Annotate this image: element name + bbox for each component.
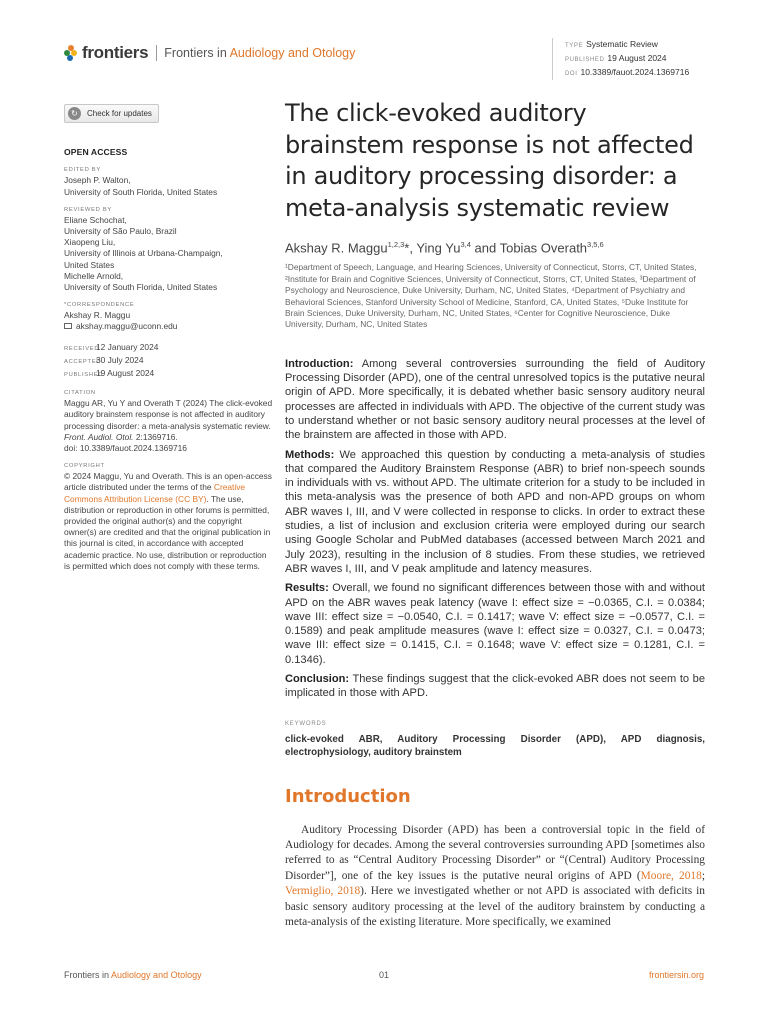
article-meta (552, 38, 689, 80)
footer-site-link[interactable]: frontiersin.org (648, 970, 704, 980)
page-header (64, 39, 704, 77)
abstract-introduction (285, 357, 705, 443)
author-list: Akshay R. Maggu$^{1,2,3}$*, Ying Yu$^{3,4}$ and Tobias Overath$^{3,5,6}$ (285, 240, 604, 256)
section-heading: Introduction (285, 785, 411, 807)
published-date (64, 368, 274, 381)
keywords-label: KEYWORDS (285, 720, 327, 727)
citation-text: Maggu AR, Yu Y and Overath T (2024) The click-evoked auditory brainstem response is not affected in auditory processing disorder: a meta-analysis systematic review. (64, 398, 273, 431)
reviewer-affiliation: University of Illinois at Urbana-Champaign, (64, 248, 223, 259)
author-affiliation-sup: 3,4 (460, 240, 471, 249)
footer-journal-name: Audiology and Otology (111, 970, 202, 980)
page-number: 01 (378, 970, 389, 980)
abstract-intro-label: Introduction: (285, 357, 354, 370)
copyright (64, 471, 274, 572)
published-label: PUBLISHED (64, 372, 104, 379)
citation-doi[interactable]: doi: 10.3389/fauot.2024.1369716 (64, 443, 187, 454)
abstract-methods-text: We approached this question by conducting a meta-analysis of studies that compared the Auditory Brainstem Response (ABR) to brief non-speech sounds in individuals with vs. without APD. The ultimate criterion for a study to be included in this meta-analysis was the presence of both APD and non-APD groups on whom ABR waves I, III, and V were collected in response to clicks. In order to extract these studies, a list of inclusion and exclusion criteria were employed during our search using Google Scholar and PubMed databases (accessed between March 2021 and July 2023), resulting in the inclusion of 8 studies. From these studies, we retrieved ABR waves I, III, and V peak amplitude and latency measures. (285, 448, 705, 575)
check-for-updates-button[interactable] (64, 104, 159, 123)
correspondence (64, 310, 274, 332)
author-affiliation-sup: 3,5,6 (587, 240, 604, 249)
citation-volume: 2:1369716. (133, 431, 178, 442)
abstract-results-text: Overall, we found no significant differences between those with and without APD on the ABR waves peak latency (wave I: effect size = −0.0365, C.I. = 0.0384; wave III: effect size = −0.0540, C.I. = 0.1417; wave V: effect size = −0.0577, C.I. = 0.1589) and peak amplitude measures (wave I: effect size = 0.0327, C.I. = 0.0473; wave III: effect size = 0.1415, C.I. = 0.1648; wave V: effect size = 0.1281, C.I. = 0.1346). (285, 582, 705, 666)
reviewed-by-label: REVIEWED BY (64, 206, 112, 213)
cc-by-license-link[interactable]: Creative Commons Attribution License (CC BY) (64, 482, 246, 504)
abstract-methods-label: Methods: (285, 448, 335, 461)
logo-divider (156, 45, 157, 61)
edited-by (64, 175, 274, 197)
abstract (285, 357, 705, 701)
journal-name[interactable] (164, 46, 355, 60)
body-text: Auditory Processing Disorder (APD) has been a controversial topic in the field of Audiology for decades. Among the several controversies surrounding APD [sometimes also referred to as “Central Auditory Processing Disorder” or “(Central) Auditory Processing Disorder”], one of the key issues is the putative neural origins of APD ( (285, 823, 705, 882)
check-updates-icon: ↻ (68, 107, 81, 120)
corresponding-mark: * (404, 240, 410, 256)
frontiers-logo-icon (64, 45, 78, 61)
correspondence-email[interactable]: akshay.maggu@uconn.edu (76, 321, 178, 332)
meta-published-value: 19 August 2024 (607, 53, 667, 63)
affiliations: ¹Department of Speech, Language, and Hearing Sciences, University of Connecticut, Storrs, CT, United States, ²Institute for Brain and Cognitive Sciences, University of Connecticut, Storrs, CT, United States, ³Department of Psychology and Neuroscience, Duke University, Durham, NC, United States, ⁴Department of Psychiatry and Behavioral Sciences, Stanford University School of Medicine, Stanford, CA, United States, ⁵Duke Institute for Brain Sciences, Duke University, Durham, NC, United States, ⁶Center for Cognitive Neuroscience, Duke University, Durham, NC, United States (285, 262, 697, 330)
correspondence-label: *CORRESPONDENCE (64, 302, 135, 309)
open-access-label: OPEN ACCESS (64, 147, 128, 157)
reference-link[interactable]: Vermiglio, 2018 (285, 885, 361, 898)
meta-doi (565, 66, 689, 80)
correspondence-name: Akshay R. Maggu (64, 310, 131, 321)
body-text: ). Here we investigated whether or not APD is associated with deficits in basic sensory auditory processing at the level of the auditory brainstem by conducting a meta-analysis of the existing literature. More specifically, we examined (285, 885, 705, 929)
received-label: RECEIVED (64, 345, 100, 352)
mail-icon (64, 323, 72, 329)
journal-title: Audiology and Otology (229, 46, 356, 60)
accepted-date (64, 355, 274, 368)
article-dates (64, 342, 274, 382)
editor-name: Joseph P. Walton, (64, 175, 131, 186)
footer-journal-prefix: Frontiers in (64, 970, 112, 980)
author-name[interactable]: Akshay R. Maggu (285, 240, 388, 256)
edited-by-label: EDITED BY (64, 167, 101, 174)
body-paragraph (285, 823, 705, 931)
abstract-results (285, 581, 705, 667)
article-title: The click-evoked auditory brainstem response is not affected in auditory processing disorder: a meta-analysis systematic review (285, 99, 694, 222)
abstract-conclusion-label: Conclusion: (285, 673, 350, 685)
abstract-conclusion-text: These findings suggest that the click-evoked ABR does not seem to be implicated in those with APD. (285, 673, 705, 700)
reviewer-name: Eliane Schochat, (64, 214, 127, 225)
editor-affiliation: University of South Florida, United States (64, 186, 218, 197)
published-value: 19 August 2024 (96, 368, 155, 379)
copyright-text: © 2024 Maggu, Yu and Overath. This is an open-access article distributed under the terms of the (64, 471, 272, 493)
abstract-conclusion (285, 672, 705, 701)
journal-prefix: Frontiers in (164, 46, 230, 60)
reviewer-name: Michelle Arnold, (64, 270, 124, 281)
meta-doi-label: DOI (565, 71, 578, 77)
accepted-value: 30 July 2024 (96, 354, 144, 365)
meta-type-label: TYPE (565, 43, 584, 49)
reviewer-affiliation: University of South Florida, United States (64, 282, 218, 293)
reference-separator: ; (701, 869, 705, 882)
meta-published-label: PUBLISHED (565, 57, 605, 63)
received-date (64, 342, 274, 355)
author-name[interactable]: Ying Yu (416, 240, 461, 256)
abstract-methods (285, 448, 705, 577)
keywords: click-evoked ABR, Auditory Processing Disorder (APD), APD diagnosis, electrophysiology, auditory brainstem (285, 733, 705, 758)
abstract-intro-text: Among several controversies surrounding the field of Auditory Processing Disorder (APD), one of the central unresolved topics is the putative neural origin of APD. More specifically, it is debated whether basic sensory auditory neural processes are affected in individuals with APD. The objective of the current study was to understand whether or not basic sensory auditory neural processes at the level of the brainstem are affected in those with APD. (285, 357, 705, 442)
frontiers-logo[interactable] (64, 43, 355, 63)
citation-journal: Front. Audiol. Otol. (64, 431, 134, 442)
meta-type (565, 38, 689, 52)
reviewer-name: Xiaopeng Liu, (64, 237, 116, 248)
meta-type-value: Systematic Review (586, 39, 658, 49)
article-main (285, 98, 705, 930)
copyright-text-end: . The use, distribution or reproduction in other forums is permitted, provided the original author(s) and the copyright owner(s) are credited and that the original publication in this journal is cited, in accordance with accepted academic practice. No use, distribution or reproduction is permitted which does not comply with these terms. (64, 493, 271, 571)
citation-label: CITATION (64, 390, 96, 397)
check-updates-label: Check for updates (87, 108, 152, 118)
received-value: 12 January 2024 (96, 341, 159, 352)
author-name[interactable]: and Tobias Overath (474, 240, 588, 256)
author-affiliation-sup: 1,2,3 (387, 240, 405, 249)
meta-doi-value[interactable]: 10.3389/fauot.2024.1369716 (580, 67, 690, 77)
reviewer-affiliation: United States (64, 259, 115, 270)
abstract-results-label: Results: (285, 582, 329, 595)
meta-published (565, 52, 689, 66)
citation (64, 398, 274, 454)
logo-text: frontiers (82, 43, 149, 62)
accepted-label: ACCEPTED (64, 358, 102, 365)
reviewer-affiliation: University of São Paulo, Brazil (64, 226, 177, 237)
reviewed-by (64, 215, 274, 293)
article-sidebar (64, 104, 274, 572)
correspondence-email-row[interactable] (64, 321, 274, 332)
copyright-label: COPYRIGHT (64, 463, 105, 470)
reference-link[interactable]: Moore, 2018 (640, 869, 702, 882)
